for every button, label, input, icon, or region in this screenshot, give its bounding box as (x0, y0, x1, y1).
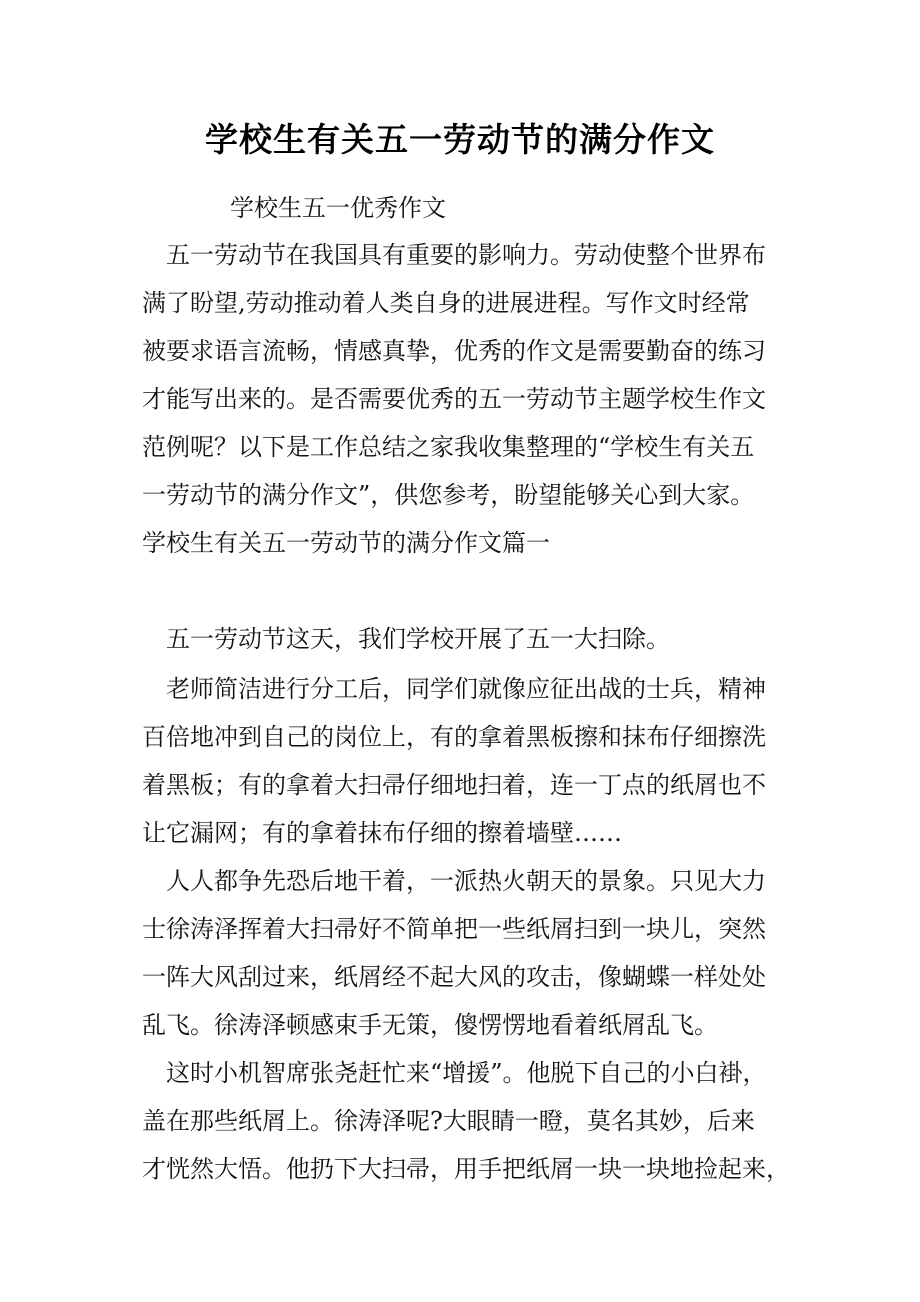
body-line: 一阵大风刮过来，纸屑经不起大风的攻击，像蝴蝶一样处处 (142, 963, 766, 991)
body-line: 人人都争先恐后地干着，一派热火朝天的景象。只见大力 (166, 867, 766, 895)
intro-line: 被要求语言流畅，情感真挚，优秀的作文是需要勤奋的练习 (142, 337, 766, 365)
body-line: 这时小机智席张尧赶忙来“增援”。他脱下自己的小白褂， (166, 1059, 767, 1087)
document-subtitle: 学校生五一优秀作文 (230, 194, 446, 222)
body-line: 让它漏网；有的拿着抹布仔细的擦着墙壁…… (142, 819, 622, 847)
intro-line: 五一劳动节在我国具有重要的影响力。劳动使整个世界布 (166, 241, 766, 269)
body-line: 五一劳动节这天，我们学校开展了五一大扫除。 (166, 625, 670, 653)
body-line: 着黑板；有的拿着大扫帚仔细地扫着，连一丁点的纸屑也不 (142, 771, 766, 799)
body-line: 才恍然大悟。他扔下大扫帚，用手把纸屑一块一块地捡起来， (142, 1155, 790, 1183)
section-heading: 学校生有关五一劳动节的满分作文篇一 (142, 529, 550, 557)
body-line: 士徐涛泽挥着大扫帚好不简单把一些纸屑扫到一块儿，突然 (142, 915, 766, 943)
body-line: 盖在那些纸屑上。徐涛泽呢?大眼睛一瞪，莫名其妙，后来 (142, 1107, 755, 1135)
intro-line: 范例呢？以下是工作总结之家我收集整理的“学校生有关五 (142, 433, 755, 461)
intro-line: 满了盼望,劳动推动着人类自身的进展进程。写作文时经常 (142, 289, 750, 317)
body-line: 老师简洁进行分工后，同学们就像应征出战的士兵，精神 (166, 675, 766, 703)
document-title: 学校生有关五一劳动节的满分作文 (205, 120, 715, 159)
body-line: 乱飞。徐涛泽顿感束手无策，傻愣愣地看着纸屑乱飞。 (142, 1011, 718, 1039)
body-line: 百倍地冲到自己的岗位上，有的拿着黑板擦和抹布仔细擦洗 (142, 723, 766, 751)
intro-line: 才能写出来的。是否需要优秀的五一劳动节主题学校生作文 (142, 385, 766, 413)
intro-line: 一劳动节的满分作文”，供您参考，盼望能够关心到大家。 (142, 481, 755, 509)
